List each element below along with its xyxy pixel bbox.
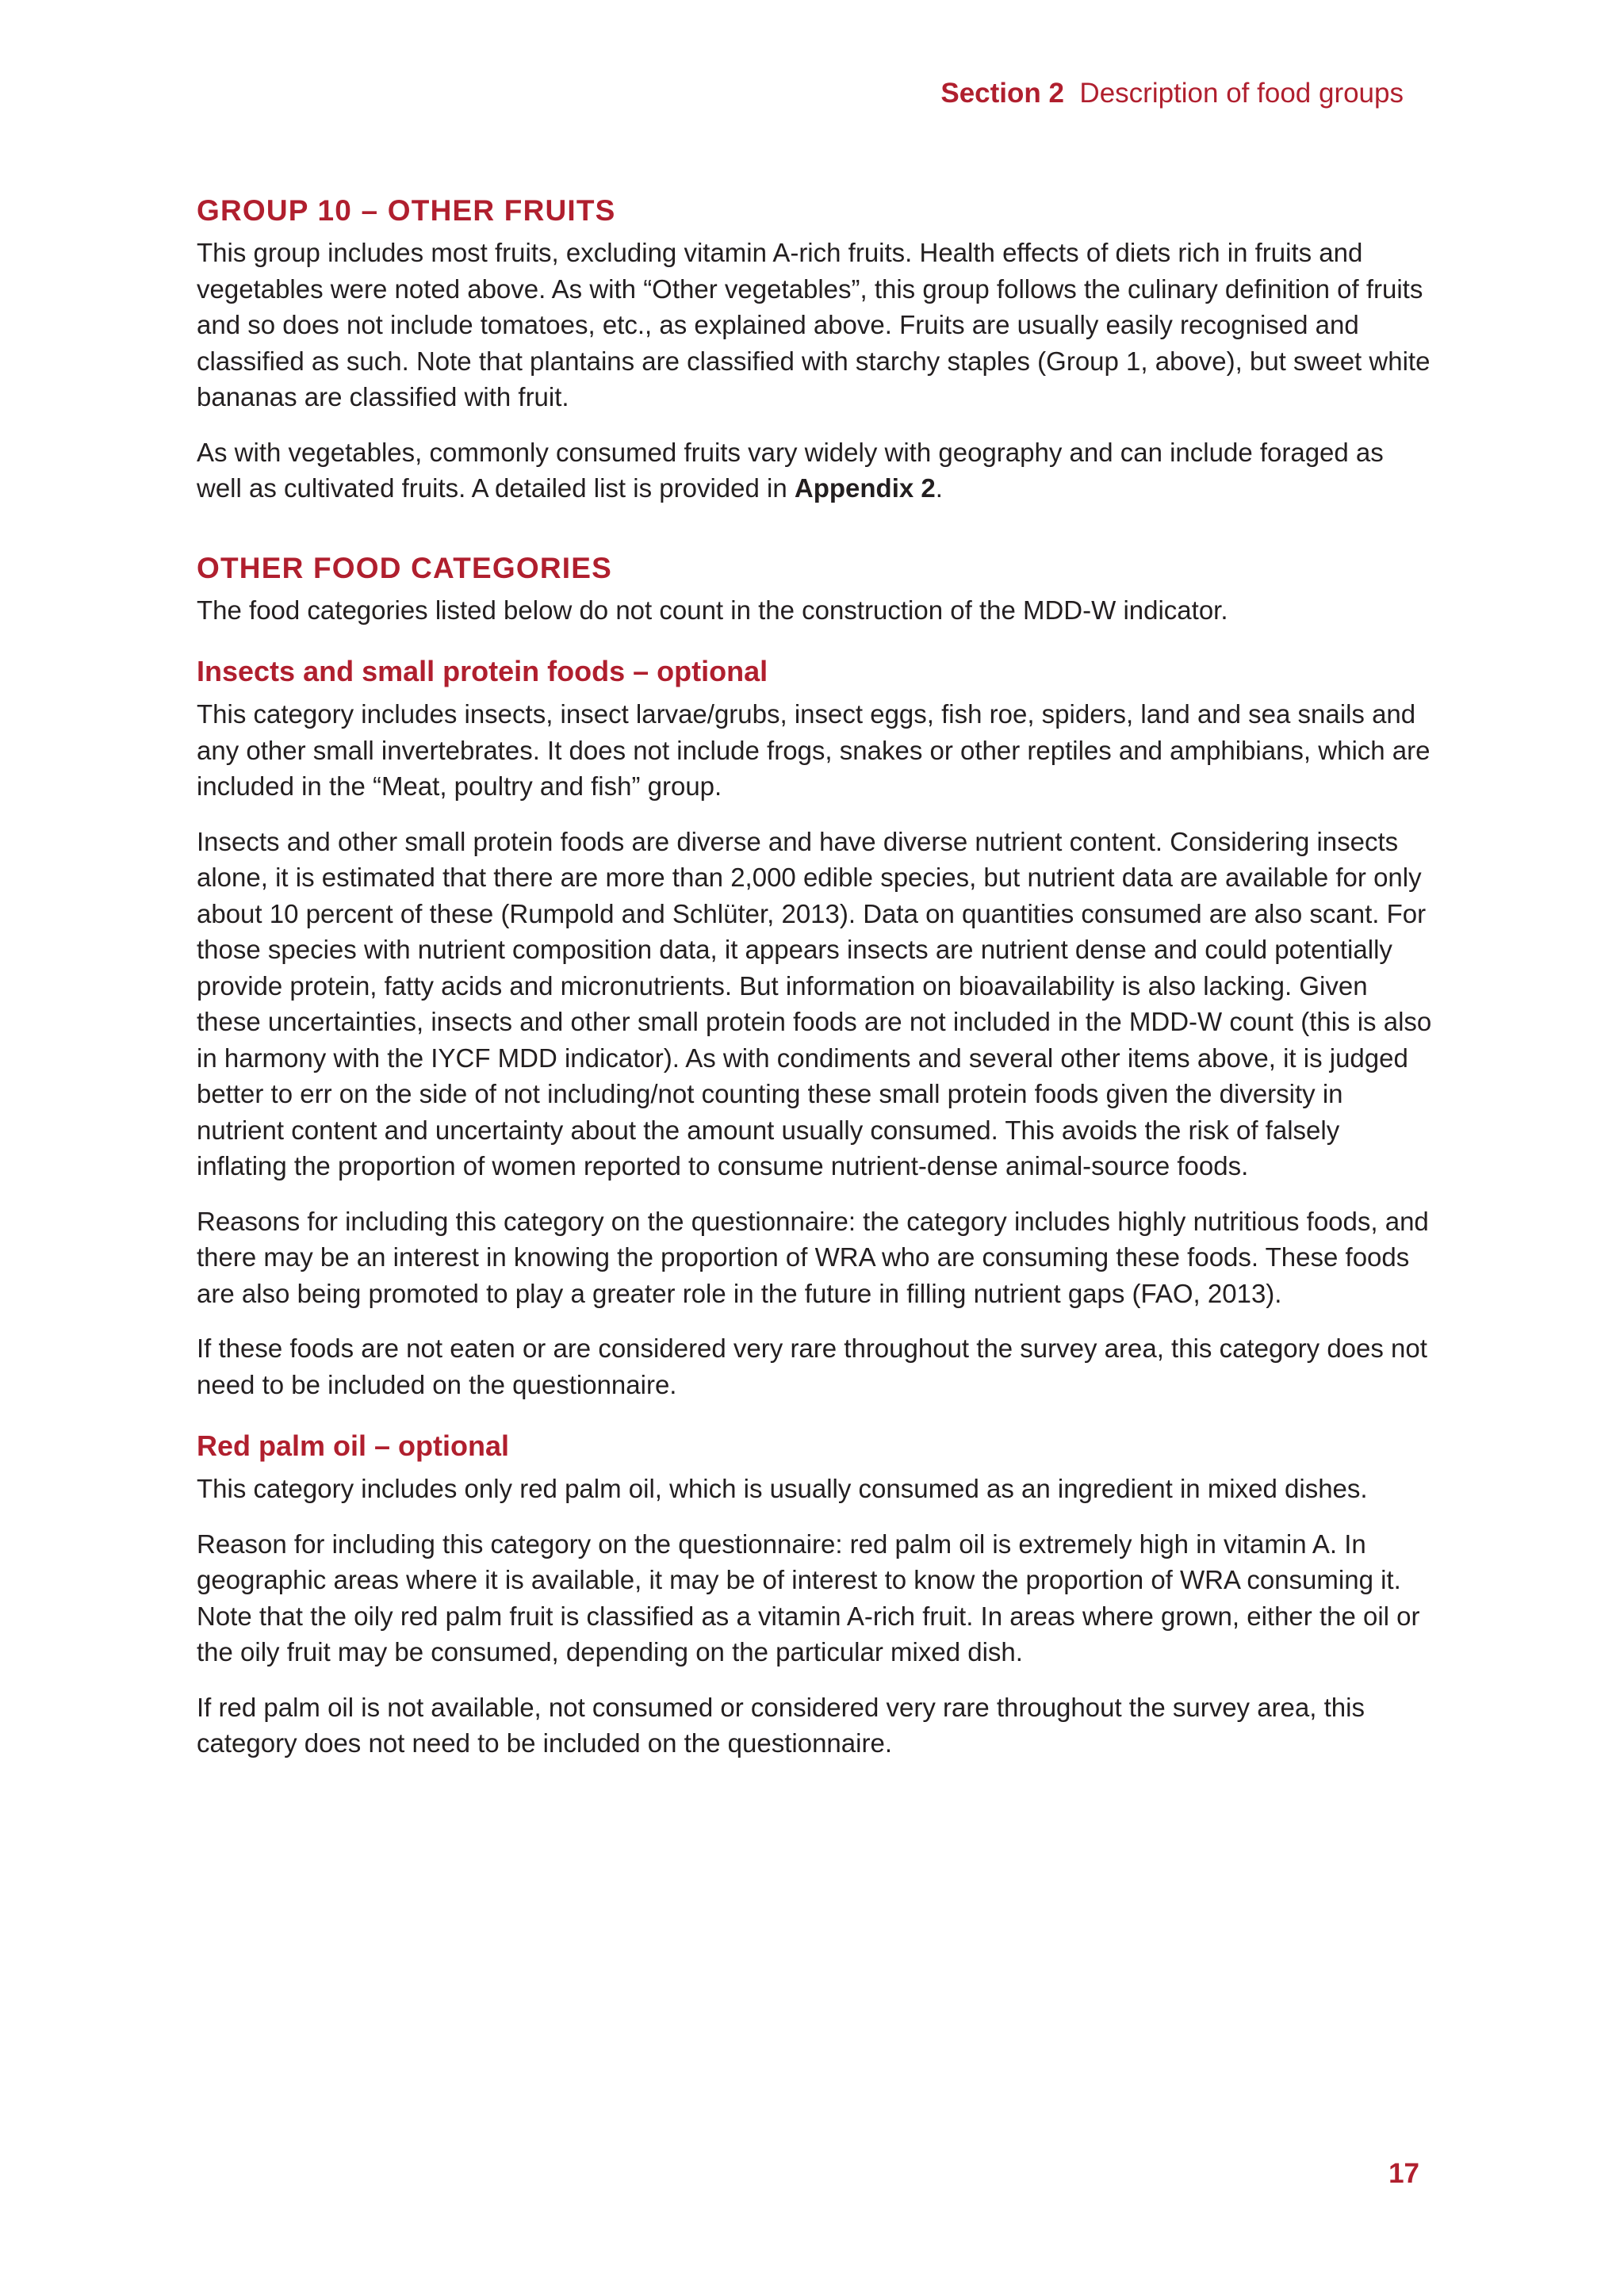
group-10-paragraph-2-end: . bbox=[935, 473, 943, 503]
insects-paragraph-4: If these foods are not eaten or are considered very rare throughout the survey area, this category does not need to be included on the questionnaire. bbox=[197, 1334, 1427, 1399]
appendix-2-reference: Appendix 2 bbox=[794, 473, 936, 503]
other-food-categories-intro: The food categories listed below do not count in the construction of the MDD-W indicator. bbox=[197, 595, 1228, 625]
running-header bbox=[940, 76, 1404, 111]
red-palm-oil-paragraph-2: Reason for including this category on the questionnaire: red palm oil is extremely high in vitamin A. In geographic areas where it is available, it may be of interest to know the proportion of WRA consuming it. Note that the oily red palm fruit is classified as a vitamin A-rich fruit. In areas where grown, either the oil or the oily fruit may be consumed, depending on the particular mixed dish. bbox=[197, 1529, 1420, 1667]
page-number: 17 bbox=[1388, 2158, 1419, 2189]
other-food-categories-heading: OTHER FOOD CATEGORIES bbox=[197, 551, 613, 584]
insects-heading: Insects and small protein foods – optional bbox=[197, 655, 768, 687]
section-title: Description of food groups bbox=[1079, 78, 1404, 109]
red-palm-oil-paragraph-1: This category includes only red palm oil, which is usually consumed as an ingredient in mixed dishes. bbox=[197, 1474, 1368, 1503]
group-10-paragraph-1: This group includes most fruits, excluding vitamin A-rich fruits. Health effects of diets rich in fruits and vegetables were noted above. As with “Other vegetables”, this group follows the culinary definition of fruits and so does not include tomatoes, etc., as explained above. Fruits are usually easily recognised and classified as such. Note that plantains are classified with starchy staples (Group 1, above), but sweet white bananas are classified with fruit. bbox=[197, 238, 1431, 411]
insects-paragraph-2: Insects and other small protein foods are diverse and have diverse nutrient content. Considering insects alone, it is estimated that there are more than 2,000 edible species, but nutrient data are available for only about 10 percent of these (Rumpold and Schlüter, 2013). Data on quantities consumed are also scant. For those species with nutrient composition data, it appears insects are nutrient dense and could potentially provide protein, fatty acids and micronutrients. But information on bioavailability is also lacking. Given these uncertainties, insects and other small protein foods are not included in the MDD-W count (this is also in harmony with the IYCF MDD indicator). As with condiments and several other items above, it is judged better to err on the side of not including/not counting these small protein foods given the diversity in nutrient content and uncertainty about the amount usually consumed. This avoids the risk of falsely inflating the proportion of women reported to consume nutrient-dense animal-source foods. bbox=[197, 826, 1432, 1181]
group-10-heading: GROUP 10 – OTHER FRUITS bbox=[197, 194, 616, 227]
insects-paragraph-3: Reasons for including this category on the questionnaire: the category includes highly nutritious foods, and there may be an interest in knowing the proportion of WRA who are consuming these foods. These foods are also being promoted to play a greater role in the future in filling nutrient gaps (FAO, 2013). bbox=[197, 1206, 1429, 1308]
section-label: Section 2 bbox=[940, 78, 1064, 109]
insects-paragraph-1: This category includes insects, insect larvae/grubs, insect eggs, fish roe, spiders, land and sea snails and any other small invertebrates. It does not include frogs, snakes or other reptiles and amphibians, which are included in the “Meat, poultry and fish” group. bbox=[197, 699, 1431, 801]
red-palm-oil-paragraph-3: If red palm oil is not available, not consumed or considered very rare throughout the survey area, this category does not need to be included on the questionnaire. bbox=[197, 1692, 1365, 1758]
red-palm-oil-heading: Red palm oil – optional bbox=[197, 1429, 510, 1462]
page-content bbox=[197, 190, 1434, 1781]
group-10-paragraph-2 bbox=[197, 434, 1434, 507]
group-10-paragraph-2-text: As with vegetables, commonly consumed fruits vary widely with geography and can include foraged as well as cultivated fruits. A detailed list is provided in bbox=[197, 437, 1384, 503]
